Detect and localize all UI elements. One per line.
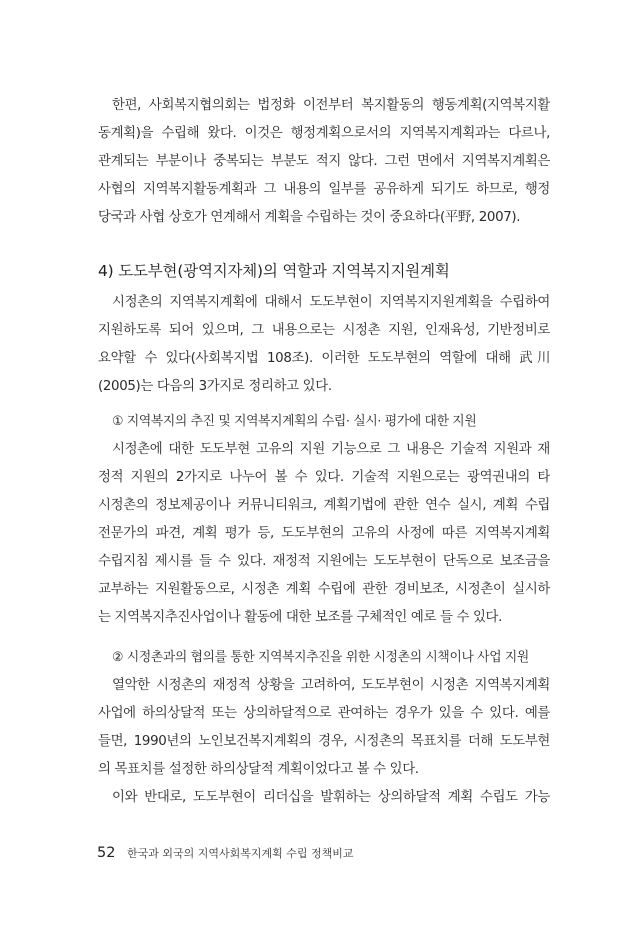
list-item-heading: ② 시정촌과의 협의를 통한 지역복지추진을 위한 시정촌의 시책이나 사업 지원 bbox=[112, 650, 529, 665]
page-footer bbox=[97, 845, 353, 861]
text-line: 의 목표치를 설정한 하의상달적 계획이었다고 볼 수 있다. bbox=[98, 762, 419, 777]
list-item-heading: ① 지역복지의 추진 및 지역복지계획의 수립· 실시· 평가에 대한 지원 bbox=[112, 414, 477, 429]
text-line: (2005)는 다음의 3가지로 정리하고 있다. bbox=[98, 379, 332, 394]
text-line: 관계되는 부분이나 중복되는 부분도 적지 않다. 그런 면에서 지역복지계획은 bbox=[98, 154, 550, 169]
text-line: 지원하도록 되어 있으며, 그 내용으로는 시정촌 지원, 인재육성, 기반정비로 bbox=[98, 323, 550, 338]
text-line: 들면, 1990년의 노인보건복지계획의 경우, 시정촌의 목표치를 더해 도도부현 bbox=[98, 734, 550, 749]
paragraph-prefecture-role bbox=[98, 289, 550, 401]
text-line: 시정촌에 대한 도도부현 고유의 지원 기능으로 그 내용은 기술적 지원과 재 bbox=[112, 442, 550, 457]
text-line: 시정촌의 지역복지계획에 대해서 도도부현이 지역복지지원계획을 수립하여 bbox=[112, 295, 550, 310]
text-line: 사업에 하의상달적 또는 상의하달적으로 관여하는 경우가 있을 수 있다. 예를 bbox=[98, 706, 550, 721]
list-item-consultation bbox=[98, 644, 550, 812]
text-line: 사협의 지역복지활동계획과 그 내용의 일부를 공유하게 되기도 하므로, 행정 bbox=[98, 182, 550, 197]
text-line: 동계획)을 수립해 왔다. 이것은 행정계획으로서의 지역복지계획과는 다르나, bbox=[98, 126, 550, 141]
section-heading: 4) 도도부현(광역지자체)의 역할과 지역복지지원계획 bbox=[98, 262, 450, 280]
paragraph-coordination bbox=[98, 92, 550, 232]
text-line: 당국과 사협 상호가 연계해서 계획을 수립하는 것이 중요하다(平野, 2007). bbox=[98, 210, 521, 225]
list-item-support bbox=[98, 408, 550, 632]
text-line: 한편, 사회복지협의회는 법정화 이전부터 복지활동의 행동계획(지역복지활 bbox=[112, 98, 550, 113]
page-number: 52 bbox=[97, 845, 116, 861]
text-line: 요약할 수 있다(사회복지법 108조). 이러한 도도부현의 역할에 대해 武川 bbox=[98, 351, 550, 366]
text-line: 수립지침 제시를 들 수 있다. 재정적 지원에는 도도부현이 단독으로 보조금을 bbox=[98, 554, 550, 569]
text-line: 는 지역복지추진사업이나 활동에 대한 보조를 구체적인 예로 들 수 있다. bbox=[98, 610, 503, 625]
text-line: 열악한 시정촌의 재정적 상황을 고려하여, 도도부현이 시정촌 지역복지계획 bbox=[112, 678, 550, 693]
text-line: 교부하는 지원활동으로, 시정촌 계획 수립에 관한 경비보조, 시정촌이 실시하 bbox=[98, 582, 550, 597]
text-line: 이와 반대로, 도도부현이 리더십을 발휘하는 상의하달적 계획 수립도 가능 bbox=[112, 790, 550, 805]
text-line: 정적 지원의 2가지로 나누어 볼 수 있다. 기술적 지원으로는 광역권내의 타 bbox=[98, 470, 550, 485]
running-title: 한국과 외국의 지역사회복지계획 수립 정책비교 bbox=[126, 847, 354, 860]
text-line: 시정촌의 정보제공이나 커뮤니티워크, 계획기법에 관한 연수 실시, 계획 수립 bbox=[98, 498, 550, 513]
text-line: 전문가의 파견, 계획 평가 등, 도도부현의 고유의 사정에 따른 지역복지계획 bbox=[98, 526, 550, 541]
